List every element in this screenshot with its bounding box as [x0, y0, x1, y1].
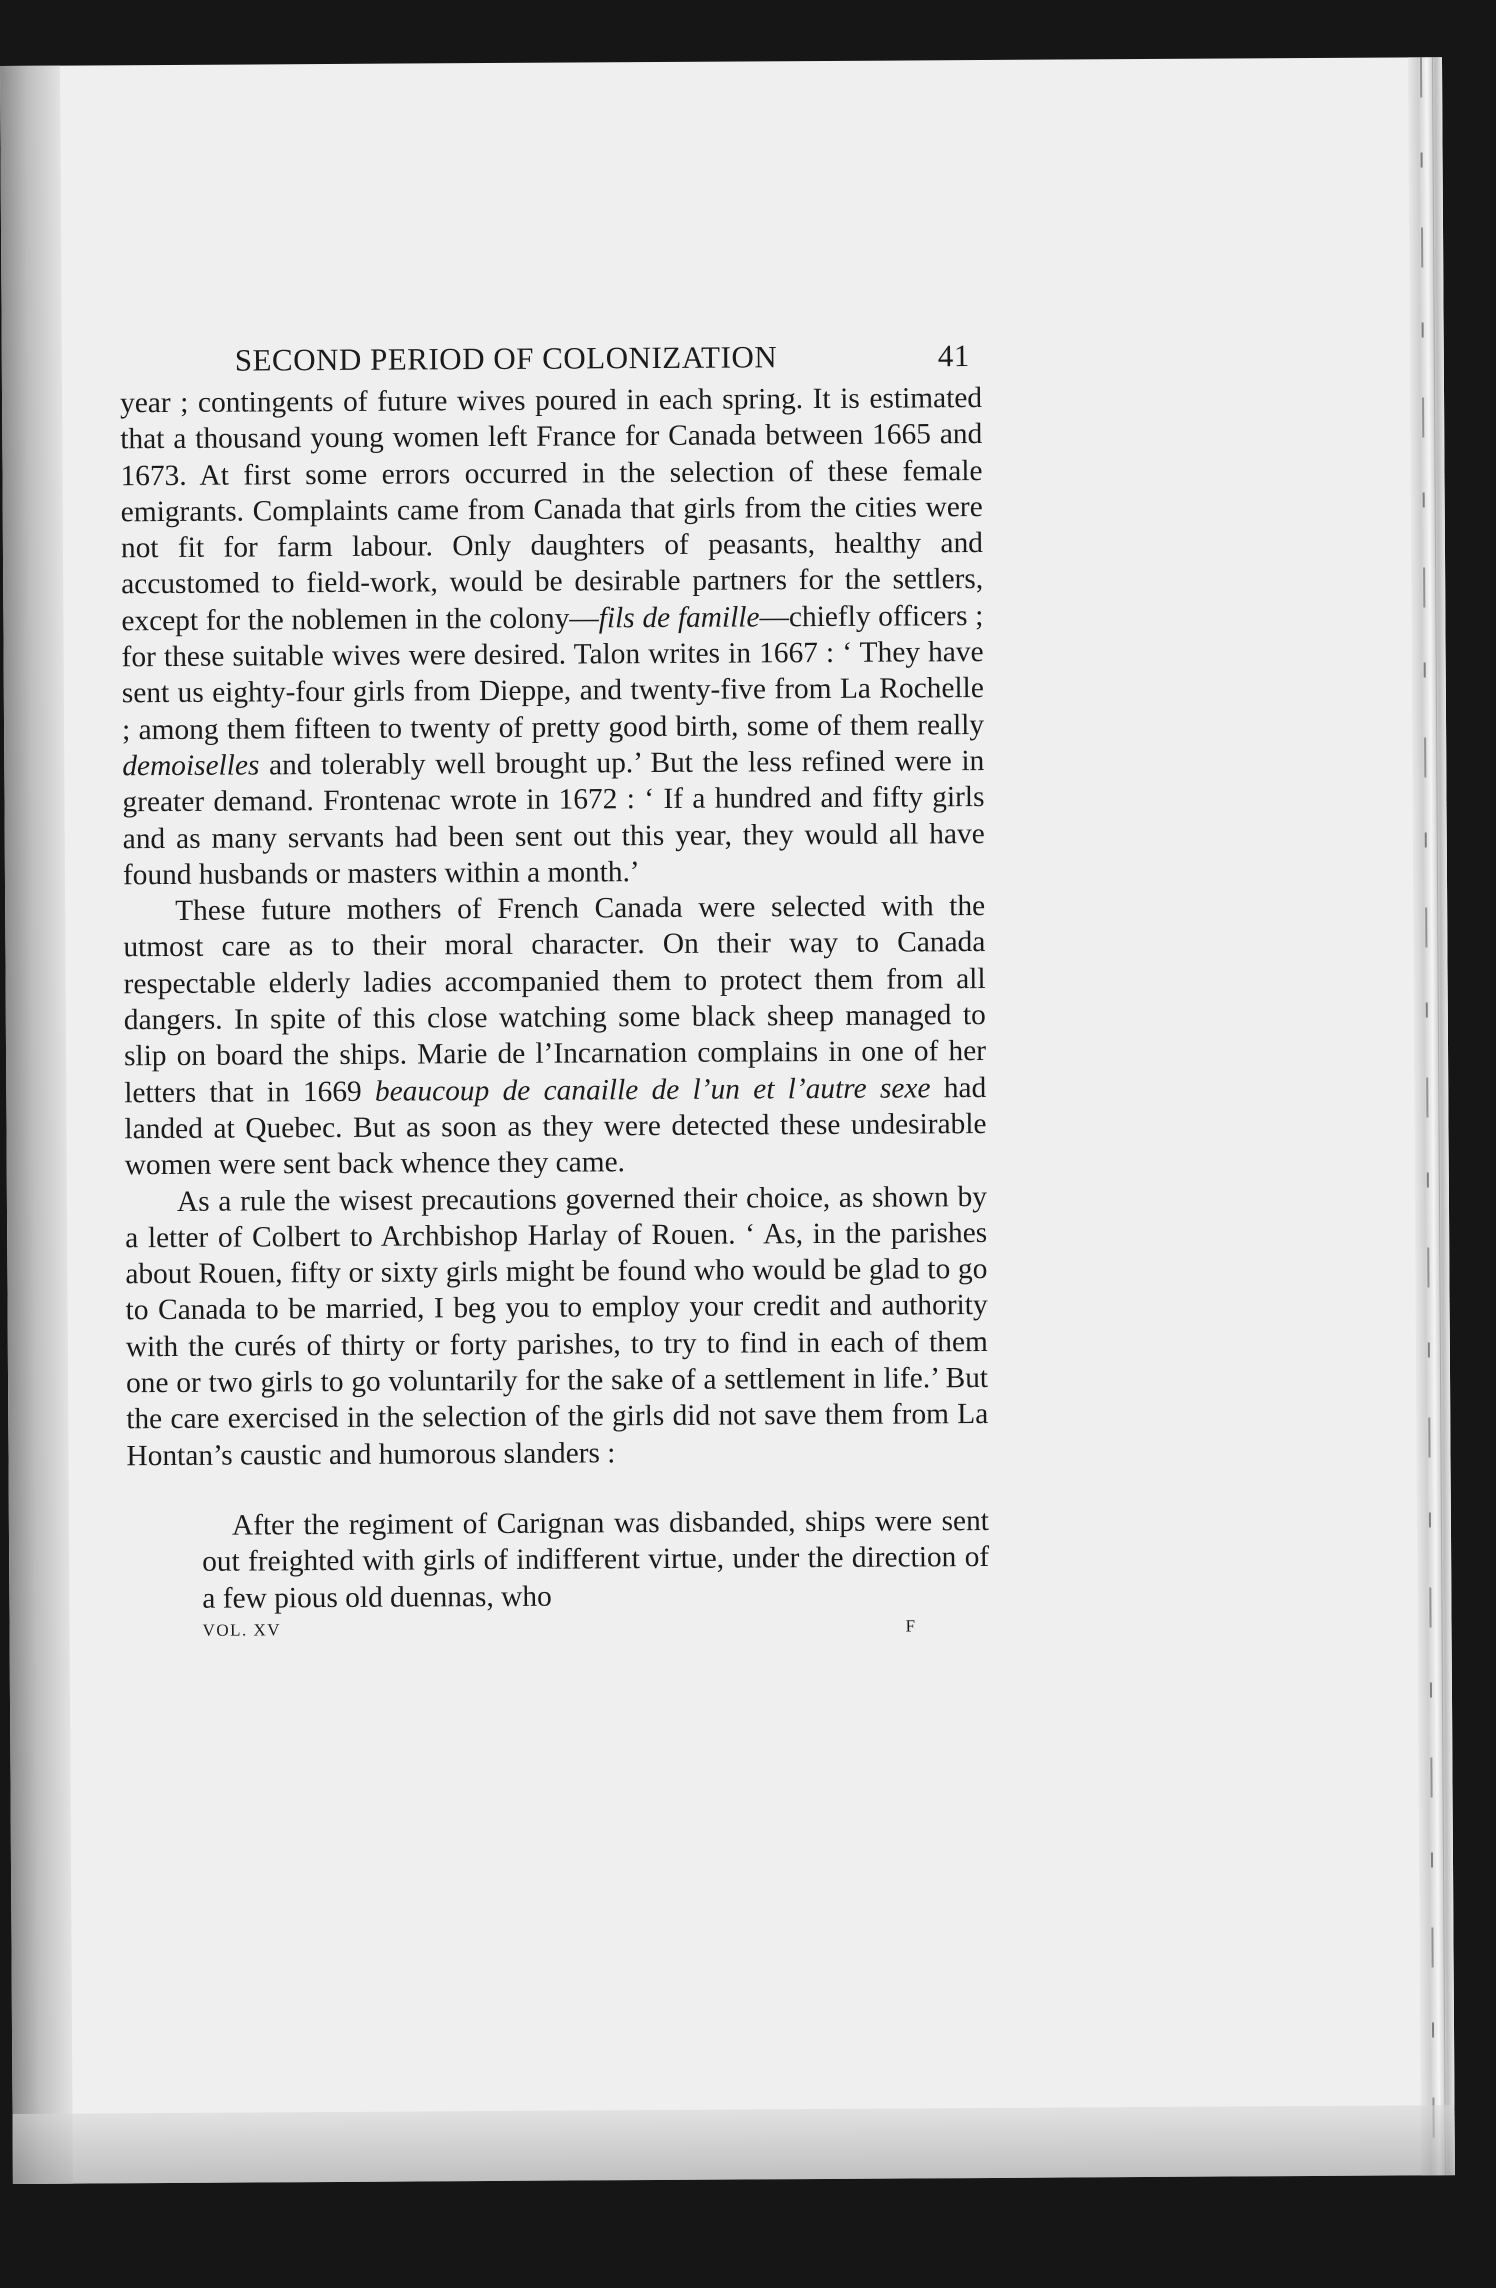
volume-mark: VOL. XV: [202, 1620, 282, 1640]
block-quote: After the regiment of Carignan was disbanded, ships were sent out freighted with girls of indifferent virtue, under the direction of a few pious old duennas, who: [202, 1504, 990, 1615]
italic-phrase: fils de famille: [598, 601, 760, 635]
text-run: As a rule the wisest precautions governed their choice, as shown by a letter of Colbert to Archbishop Harlay of Rouen. ‘ As, in the parishes about Rouen, fifty or sixty girls might be found who would be glad to go to Canada to be married, I beg you to employ your credit and authority with the curés of thirty or forty parishes, to try to find in each of them one or two girls to go voluntarily for the sake of a settlement in life.’ But the care exercised in the selection of the girls did not save them from La Hontan’s caustic and humorous slanders :: [125, 1180, 989, 1472]
text-run: and tolerably well brought up.’ But the less refined were in greater demand. Frontenac wrote in 1672 : ‘ If a hundred and fifty girls and as many servants had been sent out this year, they would all have found husbands or masters within a month.’: [122, 744, 985, 892]
running-head: [120, 330, 982, 385]
italic-phrase: beaucoup de canaille de l’un et l’autre sexe: [374, 1071, 931, 1108]
running-head-title: SECOND PERIOD OF COLONIZATION: [234, 339, 778, 378]
bottom-shade: [13, 2105, 1455, 2184]
text-run: year ; contingents of future wives poured in each spring. It is estimated that a thousand young women left France for Canada between 1665 and 1673. At first some errors occurred in the selection of these female emigrants. Complaints came from Canada that girls from the cities were not fit for farm labour. Only daughters of peasants, healthy and accustomed to field-work, would be desirable partners for the settlers, except for the noblemen in the colony—: [119, 382, 984, 638]
page-edge: [1408, 57, 1455, 2175]
text-run: These future mothers of French Canada were selected with the utmost care as to their moral character. On their way to Canada respectable elderly ladies accompanied them to protect them from all dangers. In spite of this close watching some black sheep managed to slip on board the ships. Marie de l’Incarnation complains in one of her letters that in 1669: [123, 890, 987, 1109]
paragraph: [125, 1179, 989, 1475]
page-number: 41: [937, 338, 970, 374]
book-page: [0, 57, 1455, 2184]
signature-mark: F: [905, 1616, 917, 1636]
signature-line: [127, 1614, 989, 1649]
paragraph: [120, 380, 985, 893]
spine-shadow: [0, 66, 73, 2184]
italic-phrase: demoiselles: [122, 749, 260, 783]
text-block: [120, 330, 990, 1649]
paragraph: [123, 888, 987, 1184]
text-run: —chiefly officers ; for these suitable wives were desired. Talon writes in 1667 : ‘ They have sent us eighty-four girls from Dieppe, and twenty-five from La Rochelle ; among them fifteen to twenty of pretty good birth, some of them really: [121, 599, 985, 746]
body-text: [120, 380, 989, 1474]
text-run: had landed at Quebec. But as soon as they were detected these undesirable women were sent back whence they came.: [124, 1071, 987, 1182]
